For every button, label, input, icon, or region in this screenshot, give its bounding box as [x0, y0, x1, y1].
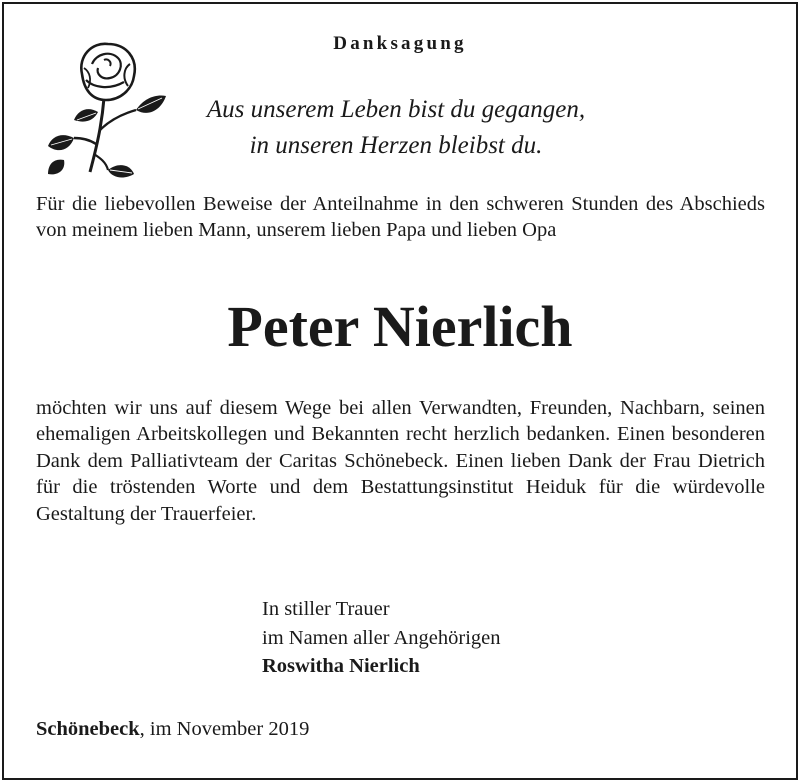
signature-line-1: In stiller Trauer	[262, 598, 390, 620]
place-date-line	[36, 716, 309, 742]
signature-block	[262, 595, 662, 681]
signer-name: Roswitha Nierlich	[262, 655, 420, 677]
verse-line-2: in unseren Herzen bleibst du.	[249, 132, 543, 159]
rose-icon	[44, 34, 168, 179]
verse-line-1: Aus unserem Leben bist du gegangen,	[206, 96, 586, 123]
heading-danksagung: Danksagung	[333, 33, 467, 54]
thanks-paragraph: möchten wir uns auf diesem Wege bei allen Verwandten, Freunden, Nachbarn, seinen ehemaligen Arbeitskollegen und Bekannten recht herzlich bedanken. Einen besonderen Dank dem Palliativteam der Caritas Schönebeck. Einen lieben Dank der Frau Dietrich für die tröstenden Worte und dem Bestattungsinstitut Heiduk für die würdevolle Gestaltung der Trauerfeier.	[36, 397, 765, 525]
intro-paragraph: Für die liebevollen Beweise der Anteilnahme in den schweren Stunden des Abschieds von meinem lieben Mann, unserem lieben Papa und lieben Opa	[36, 193, 765, 242]
signature-line-2: im Namen aller Angehörigen	[262, 626, 501, 649]
place-name: Schönebeck	[36, 718, 140, 740]
deceased-name: Peter Nierlich	[227, 294, 573, 359]
date-text: , im November 2019	[139, 718, 310, 740]
